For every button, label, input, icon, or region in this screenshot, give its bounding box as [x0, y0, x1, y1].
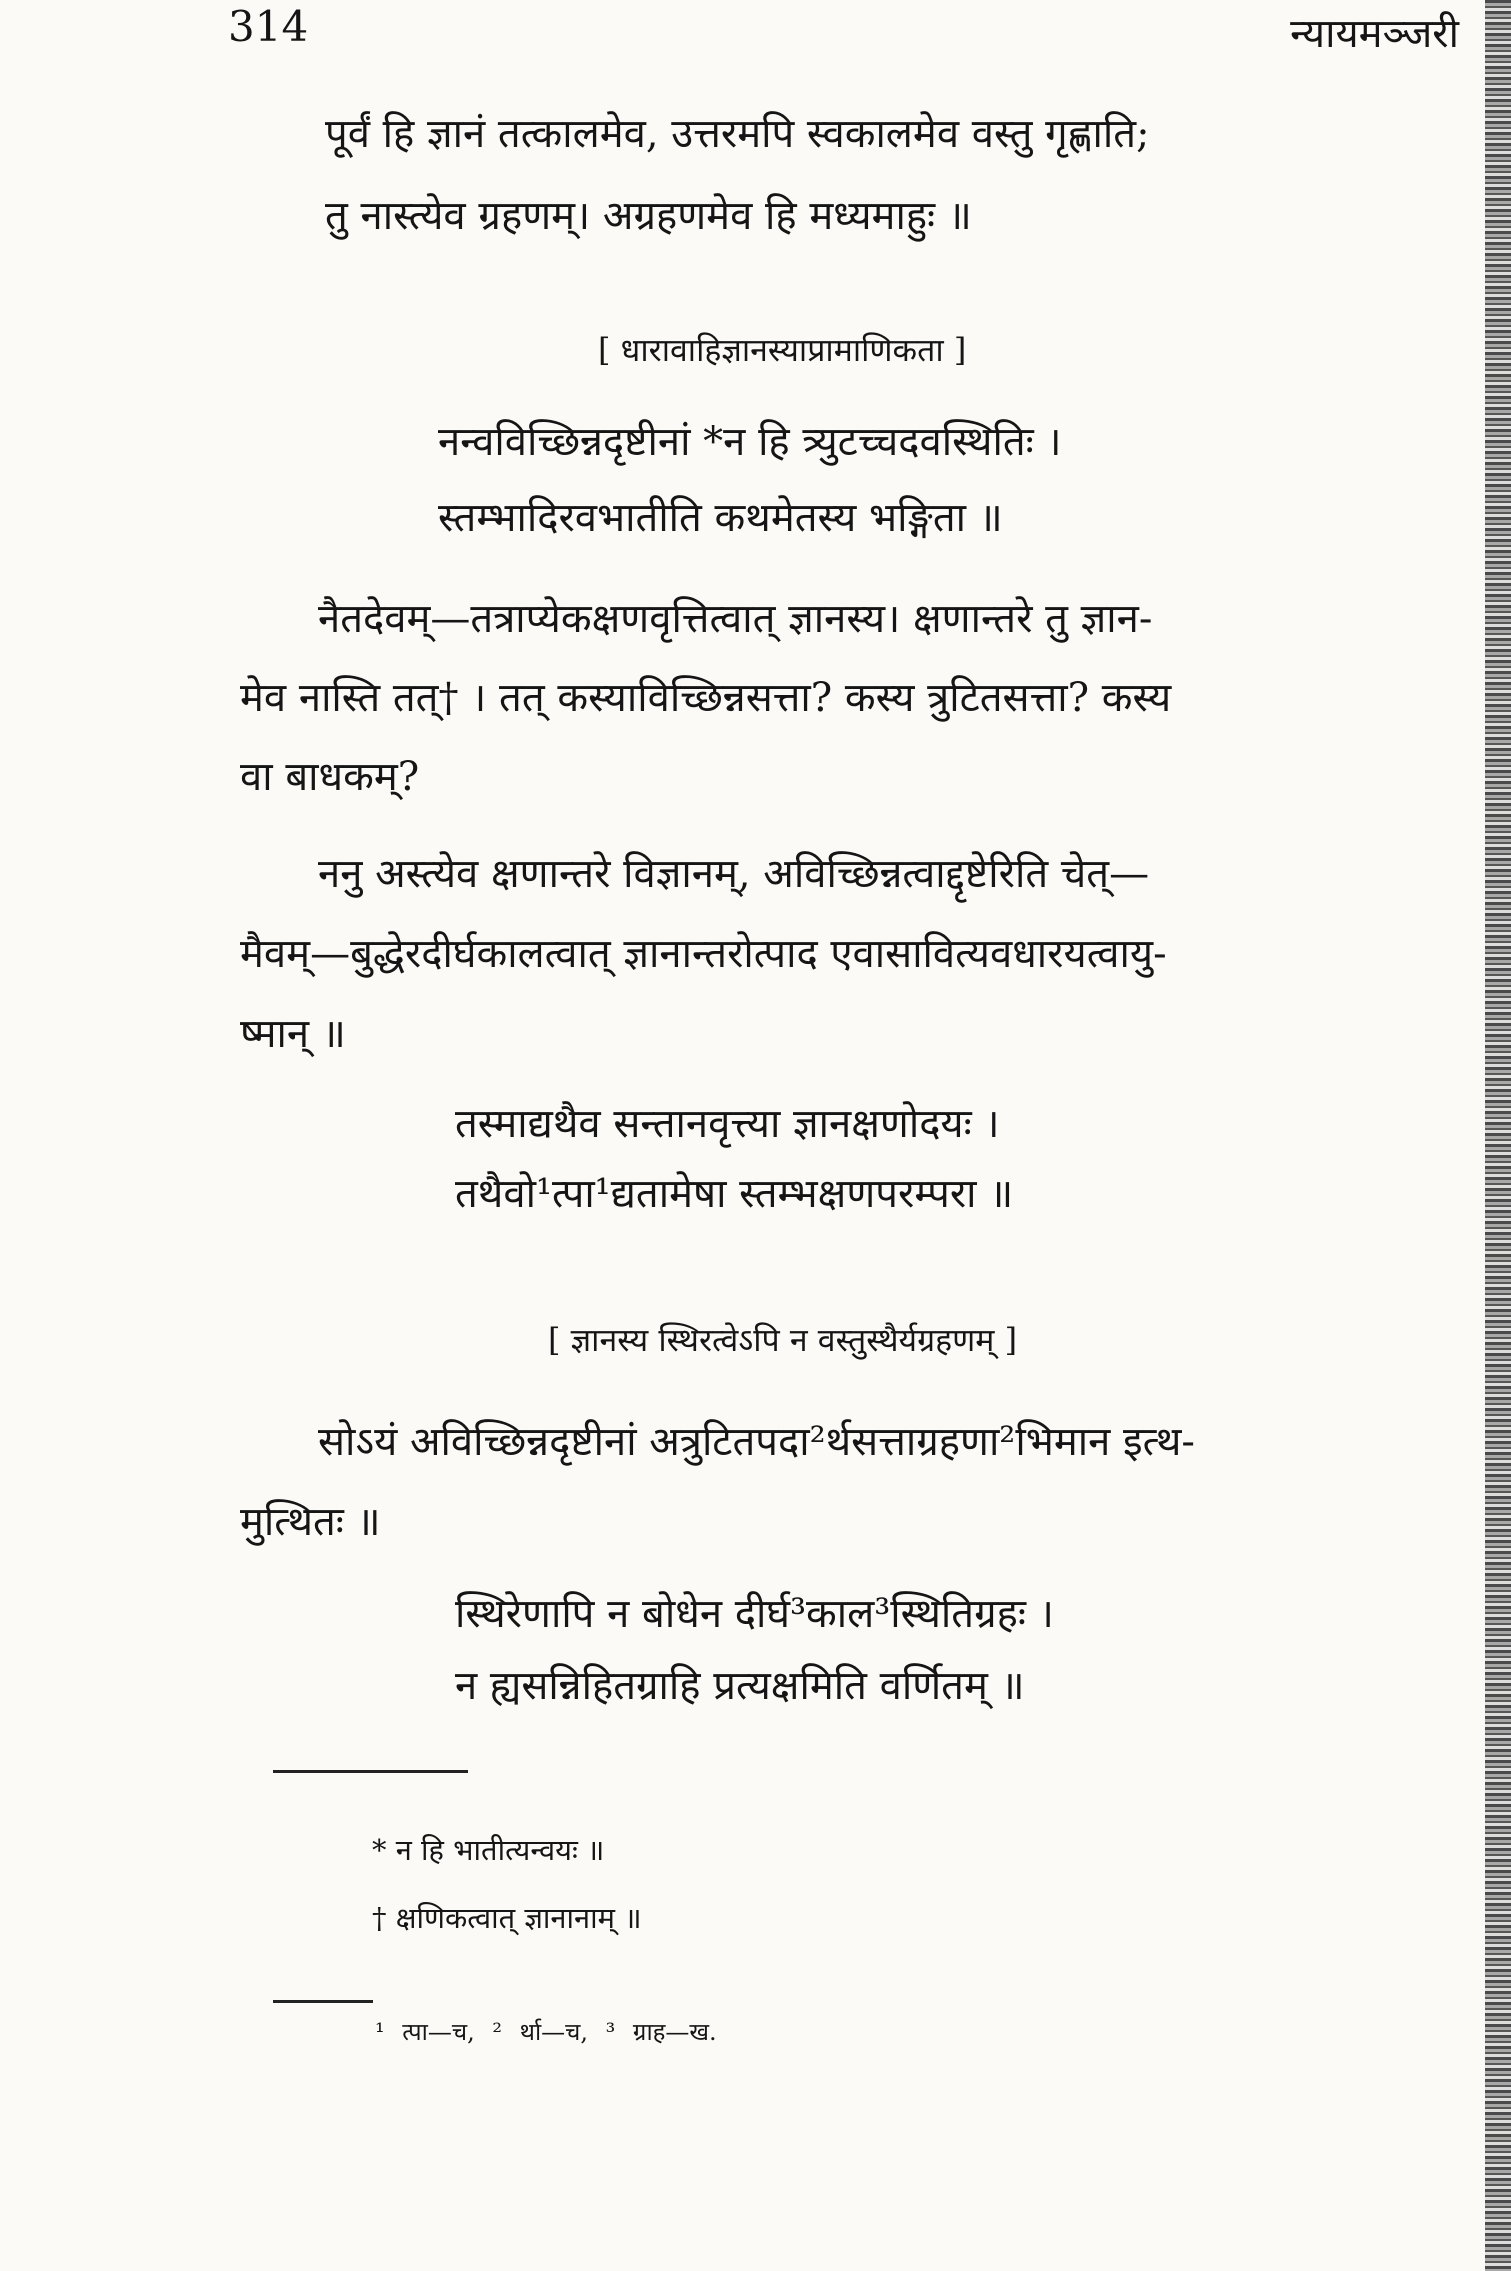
- footnote-asterisk: * न हि भातीत्यन्वयः ॥: [372, 1833, 605, 1867]
- verse-2-line-1: तस्माद्यथैव सन्तानवृत्त्या ज्ञानक्षणोदयः ।: [455, 1101, 1000, 1147]
- page-number: 314: [228, 2, 309, 51]
- paragraph-2-line-2: मेव नास्ति तत्† । तत् कस्याविच्छिन्नसत्ता? कस्य त्रुटितसत्ता? कस्य: [240, 675, 1172, 721]
- verse-3-line-1: स्थिरेणापि न बोधेन दीर्घ³काल³स्थितिग्रहः ।: [455, 1591, 1054, 1637]
- page-edge-shadow: [1485, 0, 1511, 2271]
- footnote-dagger: † क्षणिकत्वात् ज्ञानानाम् ॥: [372, 1901, 642, 1935]
- variants-rule: [273, 2000, 373, 2003]
- verse-1-line-1: नन्वविच्छिन्नदृष्टीनां *न हि त्र्युटच्चदवस्थितिः ।: [438, 419, 1062, 465]
- section-heading-2: [ ज्ञानस्य स्थिरत्वेऽपि न वस्तुस्थैर्यग्रहणम् ]: [548, 1321, 1018, 1359]
- verse-2-line-2: तथैवो¹त्पा¹द्यतामेषा स्तम्भक्षणपरम्परा ॥: [455, 1171, 1014, 1217]
- top-paragraph-line-1: पूर्वं हि ज्ञानं तत्कालमेव, उत्तरमपि स्वकालमेव वस्तु गृह्णाति;: [325, 111, 1150, 157]
- paragraph-2-line-1: नैतदेवम्—तत्राप्येकक्षणवृत्तित्वात् ज्ञानस्य। क्षणान्तरे तु ज्ञान-: [318, 596, 1153, 642]
- paragraph-3-line-1: ननु अस्त्येव क्षणान्तरे विज्ञानम्, अविच्छिन्नत्वाद्दृष्टेरिति चेत्—: [318, 851, 1150, 897]
- verse-1-line-2: स्तम्भादिरवभातीति कथमेतस्य भङ्गिता ॥: [438, 495, 1003, 541]
- variant-readings: ¹ त्पा—च, ² र्था—च, ³ ग्राह—ख.: [375, 2018, 717, 2046]
- running-title: न्यायमञ्जरी: [1290, 11, 1459, 57]
- paragraph-3-line-3: ष्मान् ॥: [240, 1011, 346, 1057]
- verse-3-line-2: न ह्यसन्निहितग्राहि प्रत्यक्षमिति वर्णितम् ॥: [455, 1663, 1025, 1709]
- top-paragraph-line-2: तु नास्त्येव ग्रहणम्। अग्रहणमेव हि मध्यमाहुः ॥: [325, 193, 972, 239]
- section-heading-1: [ धारावाहिज्ञानस्याप्रामाणिकता ]: [598, 331, 967, 369]
- paragraph-4-line-1: सोऽयं अविच्छिन्नदृष्टीनां अत्रुटितपदा²र्थसत्ताग्रहणा²भिमान इत्थ-: [318, 1419, 1195, 1465]
- paragraph-2-line-3: वा बाधकम्?: [240, 754, 420, 800]
- footnote-rule: [273, 1770, 468, 1773]
- paragraph-3-line-2: मैवम्—बुद्धेरदीर्घकालत्वात् ज्ञानान्तरोत्पाद एवासावित्यवधारयत्वायु-: [240, 931, 1167, 977]
- paragraph-4-line-2: मुत्थितः ॥: [240, 1499, 381, 1545]
